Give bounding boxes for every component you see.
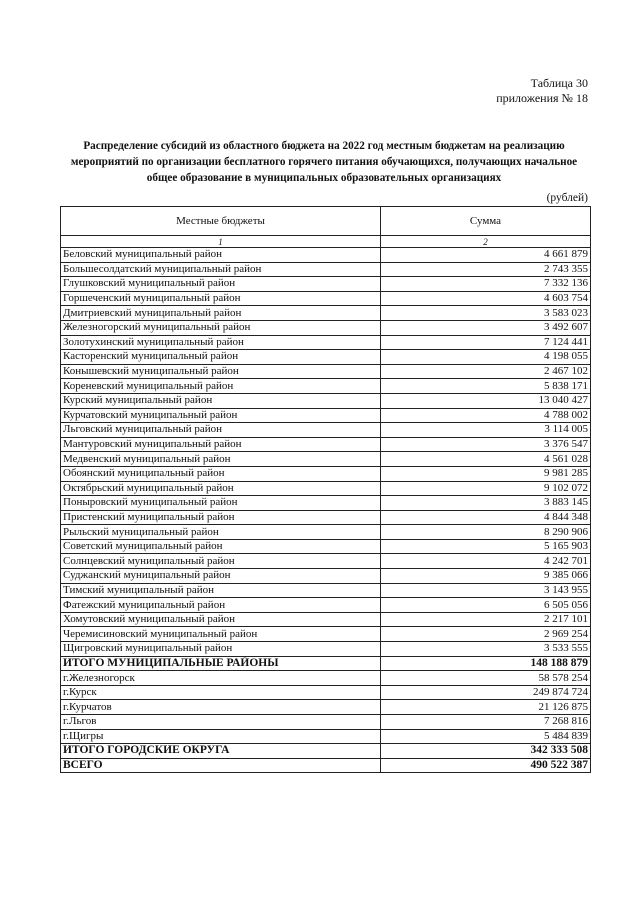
table-row bbox=[61, 306, 591, 321]
table-row bbox=[61, 364, 591, 379]
budget-name-cell: Октябрьский муниципальный район bbox=[61, 481, 381, 496]
amount-cell: 3 114 005 bbox=[381, 423, 591, 438]
amount-cell: 3 376 547 bbox=[381, 437, 591, 452]
budget-name-cell: Тимский муниципальный район bbox=[61, 583, 381, 598]
budget-name-cell: Глушковский муниципальный район bbox=[61, 277, 381, 292]
budget-name-cell: г.Курчатов bbox=[61, 700, 381, 715]
table-row bbox=[61, 671, 591, 686]
column-number-1: 1 bbox=[61, 236, 381, 248]
amount-cell: 4 603 754 bbox=[381, 291, 591, 306]
table-total-row bbox=[61, 744, 591, 759]
table-total-row bbox=[61, 656, 591, 671]
budget-name-cell: Большесолдатский муниципальный район bbox=[61, 262, 381, 277]
table-reference: Таблица 30 bbox=[530, 76, 588, 90]
amount-cell: 4 788 002 bbox=[381, 408, 591, 423]
amount-cell: 8 290 906 bbox=[381, 525, 591, 540]
table-row bbox=[61, 291, 591, 306]
amount-cell: 2 217 101 bbox=[381, 612, 591, 627]
amount-cell: 2 969 254 bbox=[381, 627, 591, 642]
table-row bbox=[61, 248, 591, 263]
table-row bbox=[61, 510, 591, 525]
table-row bbox=[61, 525, 591, 540]
amount-cell: 5 838 171 bbox=[381, 379, 591, 394]
table-row bbox=[61, 642, 591, 657]
table-row bbox=[61, 452, 591, 467]
budget-name-cell: Беловский муниципальный район bbox=[61, 248, 381, 263]
table-row bbox=[61, 277, 591, 292]
document-title: Распределение субсидий из областного бюджета на 2022 год местным бюджетам на реализацию мероприятий по организации бесплатного горячего питания обучающихся, получающих начальное общее образование в муниципальных образовательных организациях bbox=[70, 140, 578, 184]
amount-cell: 249 874 724 bbox=[381, 685, 591, 700]
budget-name-cell: Золотухинский муниципальный район bbox=[61, 335, 381, 350]
table-row bbox=[61, 408, 591, 423]
column-header-amount: Сумма bbox=[381, 207, 591, 236]
budget-name-cell: г.Щигры bbox=[61, 729, 381, 744]
budget-name-cell: Курчатовский муниципальный район bbox=[61, 408, 381, 423]
table-row bbox=[61, 393, 591, 408]
budget-name-cell: Железногорский муниципальный район bbox=[61, 320, 381, 335]
amount-cell: 490 522 387 bbox=[381, 758, 591, 773]
budget-name-cell: Пристенский муниципальный район bbox=[61, 510, 381, 525]
table-row bbox=[61, 350, 591, 365]
budget-name-cell: Советский муниципальный район bbox=[61, 539, 381, 554]
amount-cell: 9 385 066 bbox=[381, 569, 591, 584]
amount-cell: 2 467 102 bbox=[381, 364, 591, 379]
table-row bbox=[61, 539, 591, 554]
table-row bbox=[61, 583, 591, 598]
header-reference bbox=[496, 76, 588, 106]
budget-name-cell: Обоянский муниципальный район bbox=[61, 466, 381, 481]
budget-name-cell: г.Железногорск bbox=[61, 671, 381, 686]
budget-name-cell: Поныровский муниципальный район bbox=[61, 496, 381, 511]
budget-name-cell: ВСЕГО bbox=[61, 758, 381, 773]
budget-name-cell: Касторенский муниципальный район bbox=[61, 350, 381, 365]
table-row bbox=[61, 627, 591, 642]
amount-cell: 6 505 056 bbox=[381, 598, 591, 613]
amount-cell: 9 102 072 bbox=[381, 481, 591, 496]
table-row bbox=[61, 466, 591, 481]
table-row bbox=[61, 262, 591, 277]
budget-name-cell: Фатежский муниципальный район bbox=[61, 598, 381, 613]
amount-cell: 7 124 441 bbox=[381, 335, 591, 350]
budget-name-cell: Суджанский муниципальный район bbox=[61, 569, 381, 584]
budget-name-cell: Черемисиновский муниципальный район bbox=[61, 627, 381, 642]
amount-cell: 3 883 145 bbox=[381, 496, 591, 511]
amount-cell: 3 143 955 bbox=[381, 583, 591, 598]
budget-name-cell: Горшеченский муниципальный район bbox=[61, 291, 381, 306]
budget-name-cell: г.Льгов bbox=[61, 715, 381, 730]
amount-cell: 4 661 879 bbox=[381, 248, 591, 263]
amount-cell: 4 844 348 bbox=[381, 510, 591, 525]
table-header-row bbox=[61, 207, 591, 236]
table-row bbox=[61, 729, 591, 744]
amount-cell: 3 533 555 bbox=[381, 642, 591, 657]
budget-name-cell: Рыльский муниципальный район bbox=[61, 525, 381, 540]
amount-cell: 4 242 701 bbox=[381, 554, 591, 569]
table-row bbox=[61, 335, 591, 350]
budget-name-cell: ИТОГО МУНИЦИПАЛЬНЫЕ РАЙОНЫ bbox=[61, 656, 381, 671]
amount-cell: 58 578 254 bbox=[381, 671, 591, 686]
budget-table bbox=[60, 206, 591, 773]
table-row bbox=[61, 437, 591, 452]
table-body bbox=[61, 248, 591, 773]
budget-name-cell: Кореневский муниципальный район bbox=[61, 379, 381, 394]
budget-name-cell: ИТОГО ГОРОДСКИЕ ОКРУГА bbox=[61, 744, 381, 759]
amount-cell: 2 743 355 bbox=[381, 262, 591, 277]
budget-name-cell: Конышевский муниципальный район bbox=[61, 364, 381, 379]
table-row bbox=[61, 379, 591, 394]
table-total-row bbox=[61, 758, 591, 773]
budget-name-cell: Щигровский муниципальный район bbox=[61, 642, 381, 657]
table-row bbox=[61, 481, 591, 496]
table-row bbox=[61, 554, 591, 569]
budget-name-cell: Дмитриевский муниципальный район bbox=[61, 306, 381, 321]
table-row bbox=[61, 320, 591, 335]
units-label: (рублей) bbox=[546, 192, 588, 204]
amount-cell: 148 188 879 bbox=[381, 656, 591, 671]
amount-cell: 7 332 136 bbox=[381, 277, 591, 292]
amount-cell: 7 268 816 bbox=[381, 715, 591, 730]
amount-cell: 9 981 285 bbox=[381, 466, 591, 481]
amount-cell: 342 333 508 bbox=[381, 744, 591, 759]
amount-cell: 5 484 839 bbox=[381, 729, 591, 744]
table-row bbox=[61, 715, 591, 730]
budget-name-cell: Мантуровский муниципальный район bbox=[61, 437, 381, 452]
table-row bbox=[61, 569, 591, 584]
table-row bbox=[61, 700, 591, 715]
table-row bbox=[61, 496, 591, 511]
budget-name-cell: Курский муниципальный район bbox=[61, 393, 381, 408]
table-row bbox=[61, 423, 591, 438]
amount-cell: 4 561 028 bbox=[381, 452, 591, 467]
amount-cell: 21 126 875 bbox=[381, 700, 591, 715]
column-header-budgets: Местные бюджеты bbox=[61, 207, 381, 236]
amount-cell: 5 165 903 bbox=[381, 539, 591, 554]
budget-name-cell: Хомутовский муниципальный район bbox=[61, 612, 381, 627]
table-row bbox=[61, 598, 591, 613]
appendix-reference: приложения № 18 bbox=[496, 91, 588, 105]
amount-cell: 3 492 607 bbox=[381, 320, 591, 335]
column-number-2: 2 bbox=[381, 236, 591, 248]
amount-cell: 13 040 427 bbox=[381, 393, 591, 408]
budget-name-cell: г.Курск bbox=[61, 685, 381, 700]
table-row bbox=[61, 685, 591, 700]
budget-name-cell: Медвенский муниципальный район bbox=[61, 452, 381, 467]
table-row bbox=[61, 612, 591, 627]
budget-name-cell: Льговский муниципальный район bbox=[61, 423, 381, 438]
amount-cell: 4 198 055 bbox=[381, 350, 591, 365]
amount-cell: 3 583 023 bbox=[381, 306, 591, 321]
budget-name-cell: Солнцевский муниципальный район bbox=[61, 554, 381, 569]
column-number-row bbox=[61, 236, 591, 248]
